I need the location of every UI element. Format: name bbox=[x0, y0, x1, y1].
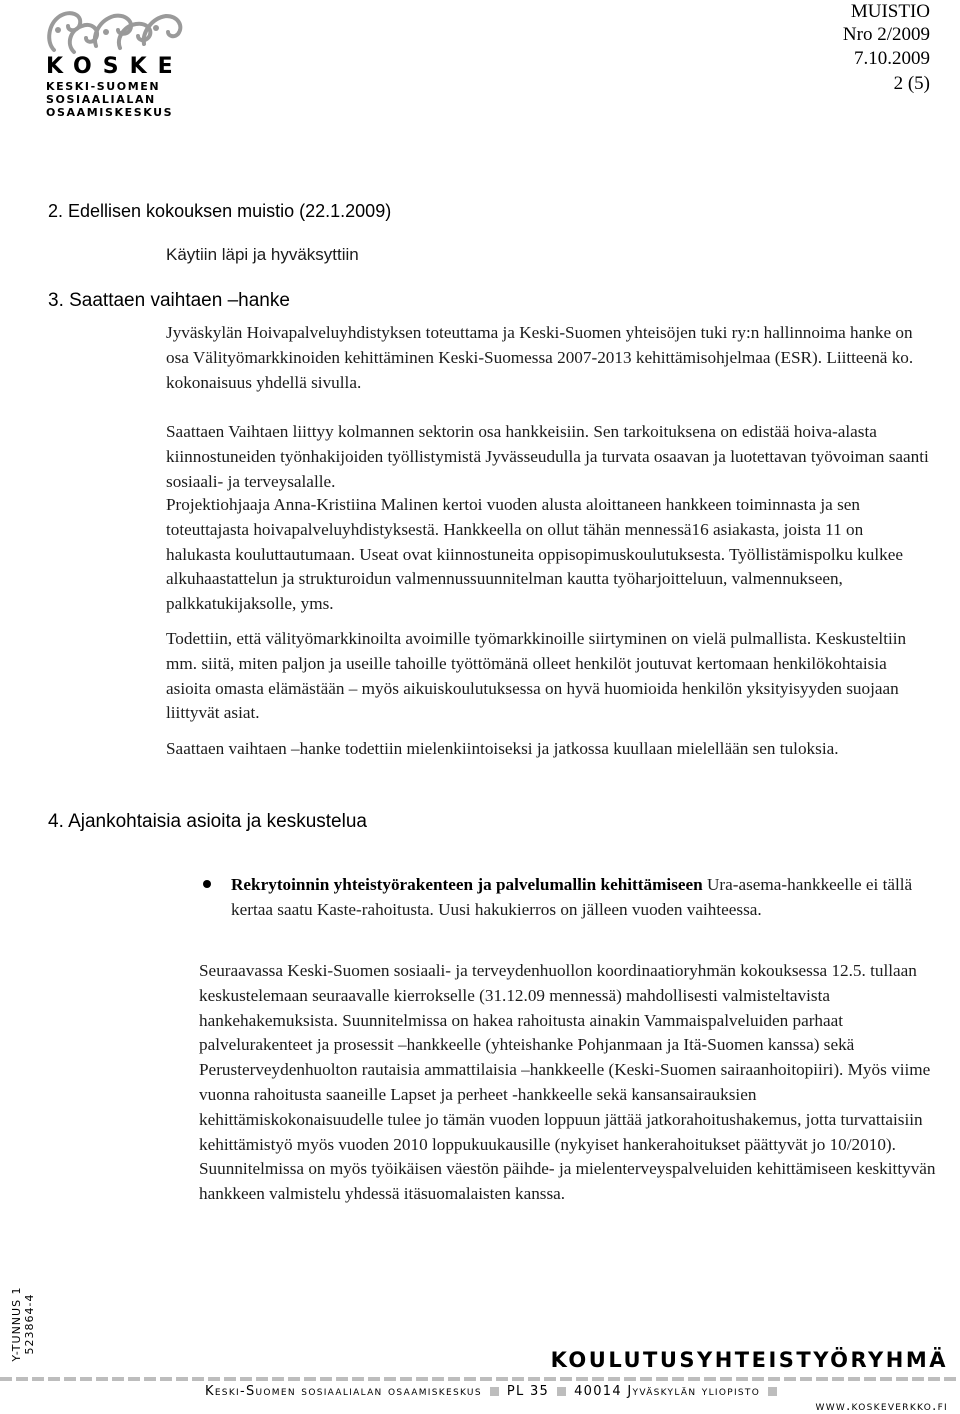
footer-postal: 40014 Jyväskylän yliopisto bbox=[574, 1384, 761, 1399]
separator-square-icon bbox=[490, 1387, 499, 1396]
logo-subtitle-line1: KESKI-SUOMEN bbox=[46, 80, 161, 93]
page-number: 2 (5) bbox=[893, 73, 930, 94]
footer-org: Keski-Suomen sosiaalialan osaamiskeskus bbox=[205, 1384, 482, 1399]
bullet-body: Ura-asema-hankkeelle ei tällä kertaa saatu Kaste-rahoitusta. Uusi hakukierros on jälleen vuoden vaihteessa. bbox=[231, 875, 913, 919]
section-2-text: Käytiin läpi ja hyväksyttiin bbox=[166, 245, 359, 264]
logo-wordmark: KOSKE bbox=[46, 54, 184, 79]
document-type: MUISTIO bbox=[850, 1, 930, 22]
document-date: 7.10.2009 bbox=[854, 48, 930, 69]
section-4-bullet bbox=[231, 873, 937, 923]
section-3-paragraph-2: Saattaen Vaihtaen liittyy kolmannen sektorin osa hankkeisiin. Sen tarkoituksena on edistää hoiva-alasta kiinnostuneiden työnhakijoiden työllistymistä Jyvässeudulla ja turvata osaavan ja luotettavan työvoiman saanti sosiaali- ja terveysalalle. bbox=[166, 422, 929, 491]
logo-subtitle-line2: SOSIAALIALAN bbox=[46, 93, 156, 106]
footer-box: PL 35 bbox=[506, 1384, 550, 1399]
section-3-heading: 3. Saattaen vaihtaen –hanke bbox=[48, 290, 290, 311]
footer-address bbox=[205, 1384, 785, 1399]
bullet-bold-title: Rekrytoinnin yhteistyörakenteen ja palvelumallin kehittämiseen bbox=[231, 875, 703, 894]
business-id-vertical: Y-TUNNUS 1 523864-4 bbox=[10, 1286, 36, 1362]
section-3-paragraph-5: Saattaen vaihtaen –hanke todettiin mielenkiintoiseksi ja jatkossa kuullaan mielellään sen tuloksia. bbox=[166, 739, 839, 758]
footer-divider bbox=[0, 1377, 960, 1381]
section-3-paragraph-3: Projektiohjaaja Anna-Kristiina Malinen kertoi vuoden alusta aloittaneen hankkeen toiminnasta ja sen toteuttajasta hoivapalveluyhdistyksestä. Hankkeella on ollut tähän mennessä16 asiakasta, joista 11 on halukasta kouluttautumaan. Useat ovat kiinnostuneita oppisopimuskoulutuksesta. Työllistämispolku kulkee alkuhaastattelun ja strukturoidun valmennussuunnitelman kautta työharjoitteluun, valmennukseen, palkkatukijaksolle, yms. bbox=[166, 495, 903, 614]
separator-square-icon bbox=[768, 1387, 777, 1396]
footer-website-link[interactable]: www.koskeverkko.fi bbox=[815, 1399, 948, 1414]
document-number: Nro 2/2009 bbox=[842, 24, 930, 45]
section-3-paragraph-1: Jyväskylän Hoivapalveluyhdistyksen toteuttama ja Keski-Suomen yhteisöjen tuki ry:n hallinnoima hanke on osa Välityömarkkinoiden kehittäminen Keski-Suomessa 2007-2013 kehittämisohjelmaa (ESR). Liitteenä ko. kokonaisuus yhdellä sivulla. bbox=[166, 323, 914, 392]
section-3-paragraph-4: Todettiin, että välityömarkkinoilta avoimille työmarkkinoille siirtyminen on vielä pulmallista. Keskusteltiin mm. siitä, miten paljon ja useille tahoille työttömänä olleet henkilöt joutuvat kertomaan henkilökohtaisia asioita omasta elämästään – myös aikuiskoulutuksessa on hyvä huomioida henkilön yksityisyyden suojaan liittyvät asiat. bbox=[166, 629, 907, 723]
section-4-heading: 4. Ajankohtaisia asioita ja keskustelua bbox=[48, 811, 367, 832]
koske-logo-mark bbox=[44, 2, 189, 62]
bullet-icon bbox=[203, 880, 211, 888]
section-4-paragraph: Seuraavassa Keski-Suomen sosiaali- ja terveydenhuollon koordinaatioryhmän kokouksessa 12.5. tullaan keskustelemaan seuraavalle kierrokselle (31.12.09 mennessä) mahdollisesti valmisteltavista hankehakemuksista. Suunnitelmissa on hakea rahoitusta ainakin Vammaispalveluiden parhaat palvelurakenteet ja prosessit –hankkeelle (yhteishanke Pohjanmaan ja Itä-Suomen kanssa) sekä Perusterveydenhuolton rautaisia ammattilaisia –hankkeelle (Keski-Suomen sairaanhoitopiiri). Myös viime vuonna rahoitusta saaneille Lapset ja perheet -hankkeelle sekä kansansairauksien kehittämiskokonaisuudelle tulee jo tämän vuoden loppuun jättää jatkorahoitushakemus, jotta turvattaisiin kehittämistyö myös vuoden 2010 loppukuukausille (nykyiset hankerahoitukset päättyvät jo 10/2010). Suunnitelmissa on myös työikäisen väestön päihde- ja mielenterveyspalveluiden kehittämiseen keskittyvän hankkeen valmistelu yhdessä itäsuomalaisten kanssa. bbox=[199, 961, 936, 1204]
footer-title: KOULUTUSYHTEISTYÖRYHMÄ bbox=[550, 1348, 948, 1372]
logo-subtitle-line3: OSAAMISKESKUS bbox=[46, 106, 174, 119]
section-2-heading: 2. Edellisen kokouksen muistio (22.1.2009) bbox=[48, 201, 392, 221]
separator-square-icon bbox=[557, 1387, 566, 1396]
